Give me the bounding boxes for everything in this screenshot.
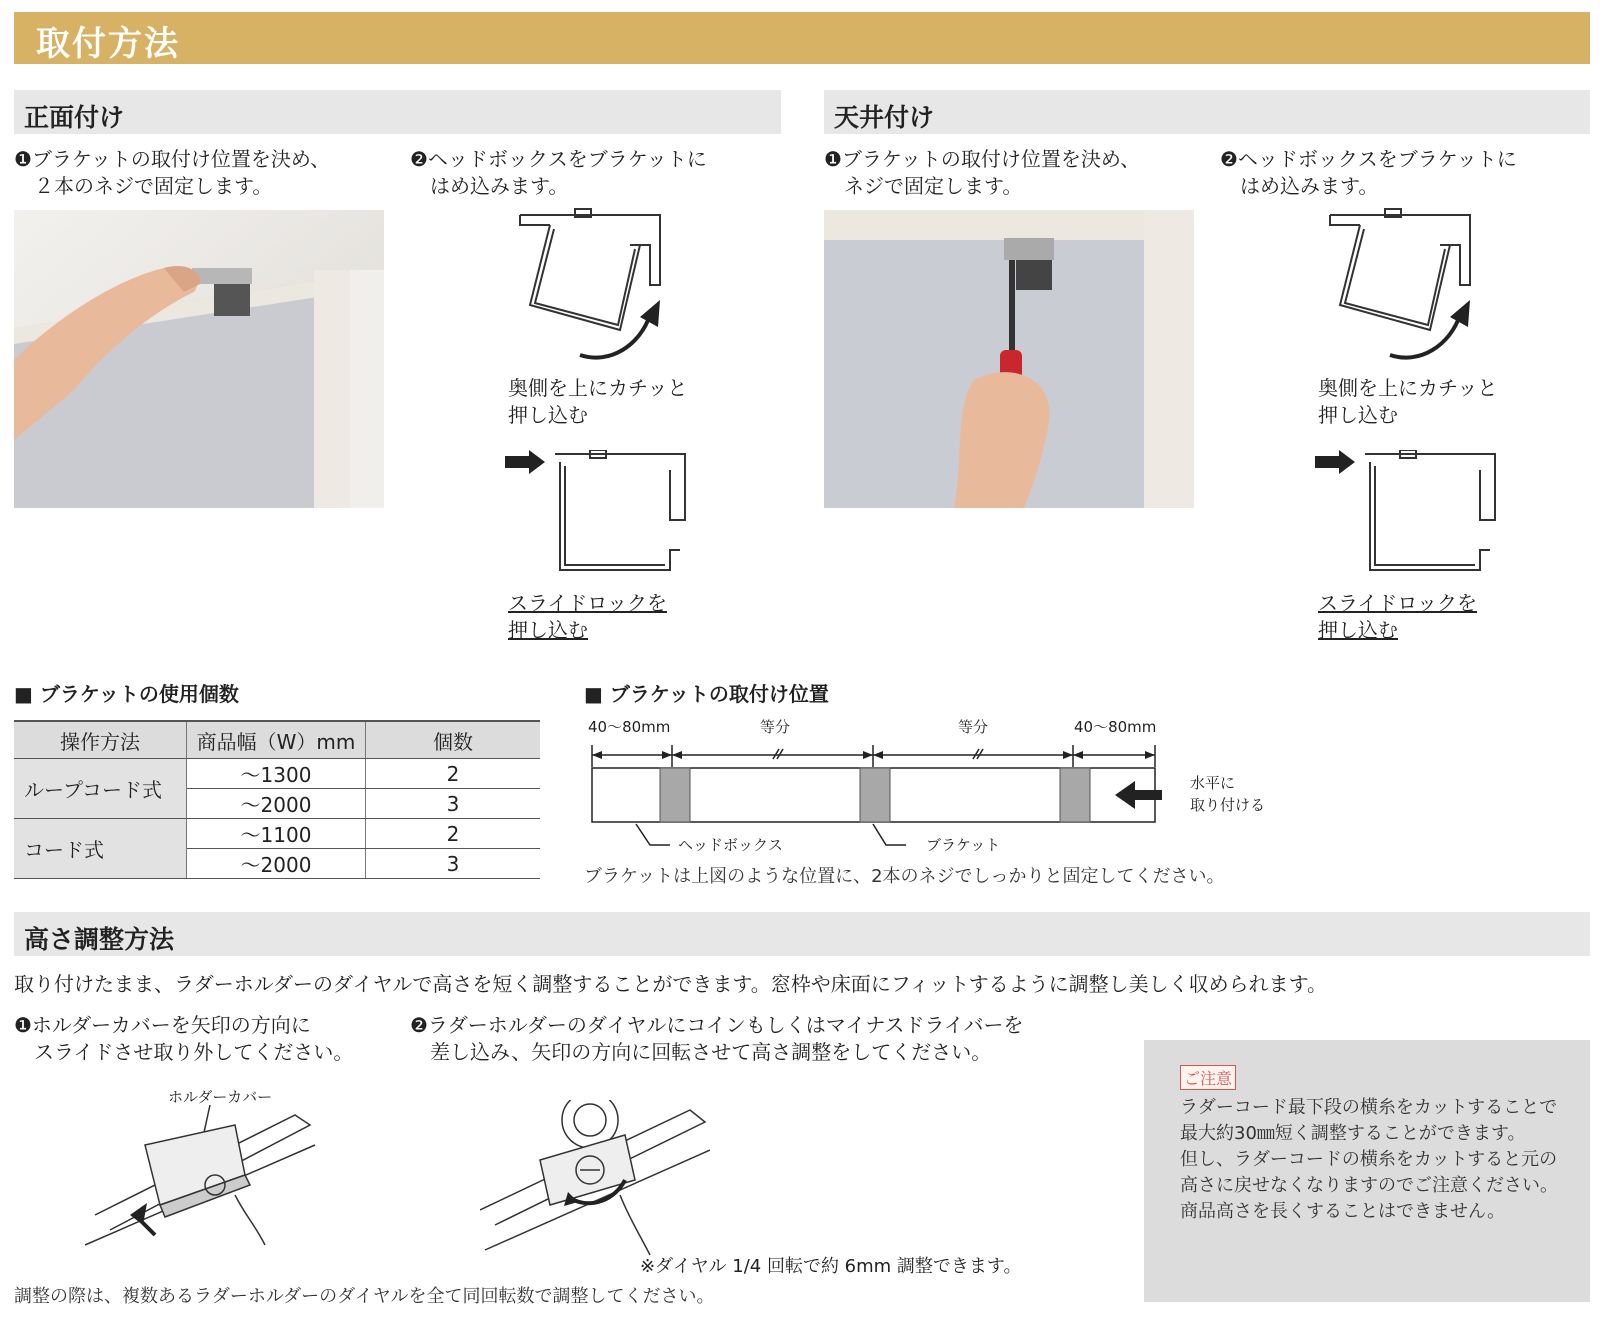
ceiling-step2-text: ❷ヘッドボックスをブラケットに はめ込みます。 [1220,147,1517,198]
height-intro: 取り付けたまま、ラダーホルダーのダイヤルで高さを短く調整することができます。窓枠や床面にフィットするように調整し美しく収められます。 [14,972,1327,996]
header-count: 個数 [366,721,541,759]
ceiling-step1-text: ❶ブラケットの取付け位置を決め、 ネジで固定します。 [824,147,1141,198]
front-section-title: 正面付け [24,103,125,132]
bracket-position-caption: ブラケットは上図のような位置に、2本のネジでしっかりと固定してください。 [584,866,1225,887]
dial-diagram [480,1100,710,1260]
holder-cover-label: ホルダーカバー [168,1088,273,1106]
header-method: 操作方法 [14,721,187,759]
height-step1-text: ❶ホルダーカバーを矢印の方向に スライドさせ取り外してください。 [14,1013,354,1064]
width-cell: ～1300 [187,759,366,789]
front-step2-text: ❷ヘッドボックスをブラケットに はめ込みます。 [410,147,707,198]
title-banner [14,12,1590,64]
page-title: 取付方法 [36,24,180,64]
front-mount-photo [14,210,384,508]
method-cord: コード式 [14,819,187,879]
height-section-title: 高さ調整方法 [24,925,175,954]
dim-edge-left: 40～80mm [588,718,671,736]
table-row [14,759,540,789]
ceiling-push-note: 奥側を上にカチッと 押し込む [1318,376,1498,427]
height-section-header [14,912,1590,956]
count-cell: 3 [366,789,541,819]
front-headbox-diagram-2 [505,450,695,585]
front-slide-note: スライドロックを 押し込む [508,591,667,642]
table-header-row [14,721,540,759]
dim-edge-right: 40～80mm [1074,718,1157,736]
ceiling-section-title: 天井付け [834,103,935,132]
width-cell: ～2000 [187,789,366,819]
ceiling-headbox-diagram-1 [1310,205,1510,365]
dim-equal-2: 等分 [958,718,989,736]
count-cell: 2 [366,759,541,789]
width-cell: ～2000 [187,849,366,879]
width-cell: ～1100 [187,819,366,849]
method-loop-cord: ループコード式 [14,759,187,819]
count-cell: 2 [366,819,541,849]
bracket-position-diagram [580,735,1180,855]
caution-label: ご注意 [1180,1065,1236,1090]
ceiling-headbox-diagram-2 [1315,450,1505,585]
front-headbox-diagram-1 [500,205,700,365]
holder-cover-diagram [85,1105,325,1255]
front-step1-text: ❶ブラケットの取付け位置を決め、 ２本のネジで固定します。 [14,147,331,198]
count-cell: 3 [366,849,541,879]
bracket-position-title: ■ ブラケットの取付け位置 [584,682,829,706]
label-level: 水平に 取り付ける [1190,774,1266,814]
front-push-note: 奥側を上にカチッと 押し込む [508,376,688,427]
front-mount-illustration [14,210,384,508]
ceiling-mount-photo [824,210,1194,508]
ceiling-section-header [824,90,1590,134]
dial-note: ※ダイヤル 1/4 回転で約 6mm 調整できます。 [640,1256,1022,1277]
bracket-count-table [14,720,540,879]
header-width: 商品幅（W）mm [187,721,366,759]
height-step2-text: ❷ラダーホルダーのダイヤルにコインもしくはマイナスドライバーを 差し込み、矢印の方向に回転させて高さ調整をしてください。 [410,1013,1024,1064]
height-bottom-note: 調整の際は、複数あるラダーホルダーのダイヤルを全て同回転数で調整してください。 [14,1286,715,1307]
front-section-header [14,90,781,134]
caution-text: ラダーコード最下段の横糸をカットすることで最大約30㎜短く調整することができます。 但し、ラダーコードの横糸をカットすると元の高さに戻せなくなりますのでご注意ください。 商品高さを長くすることはできません。 [1180,1097,1558,1222]
label-headbox: ヘッドボックス [678,836,783,854]
bracket-count-title: ■ ブラケットの使用個数 [14,682,239,706]
label-bracket: ブラケット [926,836,1001,854]
dim-equal-1: 等分 [760,718,791,736]
ceiling-mount-illustration [824,210,1194,508]
table-row [14,819,540,849]
ceiling-slide-note: スライドロックを 押し込む [1318,591,1477,642]
